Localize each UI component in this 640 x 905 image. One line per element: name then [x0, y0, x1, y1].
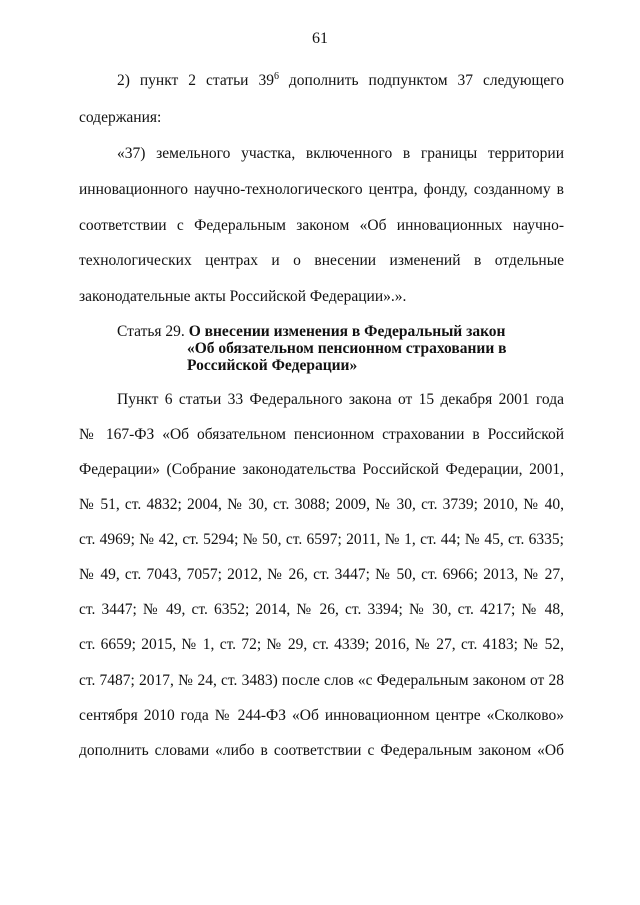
- body-line: ст. 6659; 2015, № 1, ст. 72; № 29, ст. 4339; 2016, № 27, ст. 4183; № 52,: [79, 636, 564, 653]
- superscript: 6: [273, 70, 279, 82]
- quote-line: «37) земельного участка, включенного в границы территории: [117, 145, 564, 162]
- quote-line: инновационного научно-технологического центра, фонду, созданному в: [79, 181, 564, 198]
- body-line: № 51, ст. 4832; 2004, № 30, ст. 3088; 2009, № 30, ст. 3739; 2010, № 40,: [79, 496, 564, 513]
- quote-line: законодательные акты Российской Федерации».».: [79, 288, 407, 305]
- body-line: № 49, ст. 7043, 7057; 2012, № 26, ст. 3447; № 50, ст. 6966; 2013, № 27,: [79, 566, 564, 583]
- article-title-line: «Об обязательном пенсионном страховании в: [187, 340, 507, 357]
- item2-line2: содержания:: [79, 109, 162, 126]
- body-line: ст. 7487; 2017, № 24, ст. 3483) после слов «с Федеральным законом от 28: [79, 672, 564, 689]
- body-line: ст. 4969; № 42, ст. 5294; № 50, ст. 6597; 2011, № 1, ст. 44; № 45, ст. 6335;: [79, 531, 564, 548]
- body-line: ст. 3447; № 49, ст. 6352; 2014, № 26, ст. 3394; № 30, ст. 4217; № 48,: [79, 601, 564, 618]
- item2-line1: 2) пункт 2 статьи $39^6$ дополнить подпунктом 37 следующего: [117, 70, 565, 89]
- body-line: Федерации» (Собрание законодательства Российской Федерации, 2001,: [79, 461, 564, 478]
- body-line: сентября 2010 года № 244-ФЗ «Об инновационном центре «Сколково»: [79, 707, 564, 724]
- body-line: дополнить словами «либо в соответствии с Федеральным законом «Об: [79, 742, 564, 759]
- body-line: Пункт 6 статьи 33 Федерального закона от 15 декабря 2001 года: [117, 391, 564, 408]
- page-number: 61: [312, 30, 328, 47]
- body-line: № 167-ФЗ «Об обязательном пенсионном страховании в Российской: [79, 426, 564, 443]
- article-label: Статья 29.: [117, 323, 189, 340]
- quote-line: технологических центрах и о внесении изменений в отдельные: [79, 252, 564, 269]
- article-title-line: О внесении изменения в Федеральный закон: [188, 323, 506, 340]
- quote-line: соответствии с Федеральным законом «Об инновационных научно-: [79, 217, 564, 234]
- article-title-line: Российской Федерации»: [187, 357, 358, 374]
